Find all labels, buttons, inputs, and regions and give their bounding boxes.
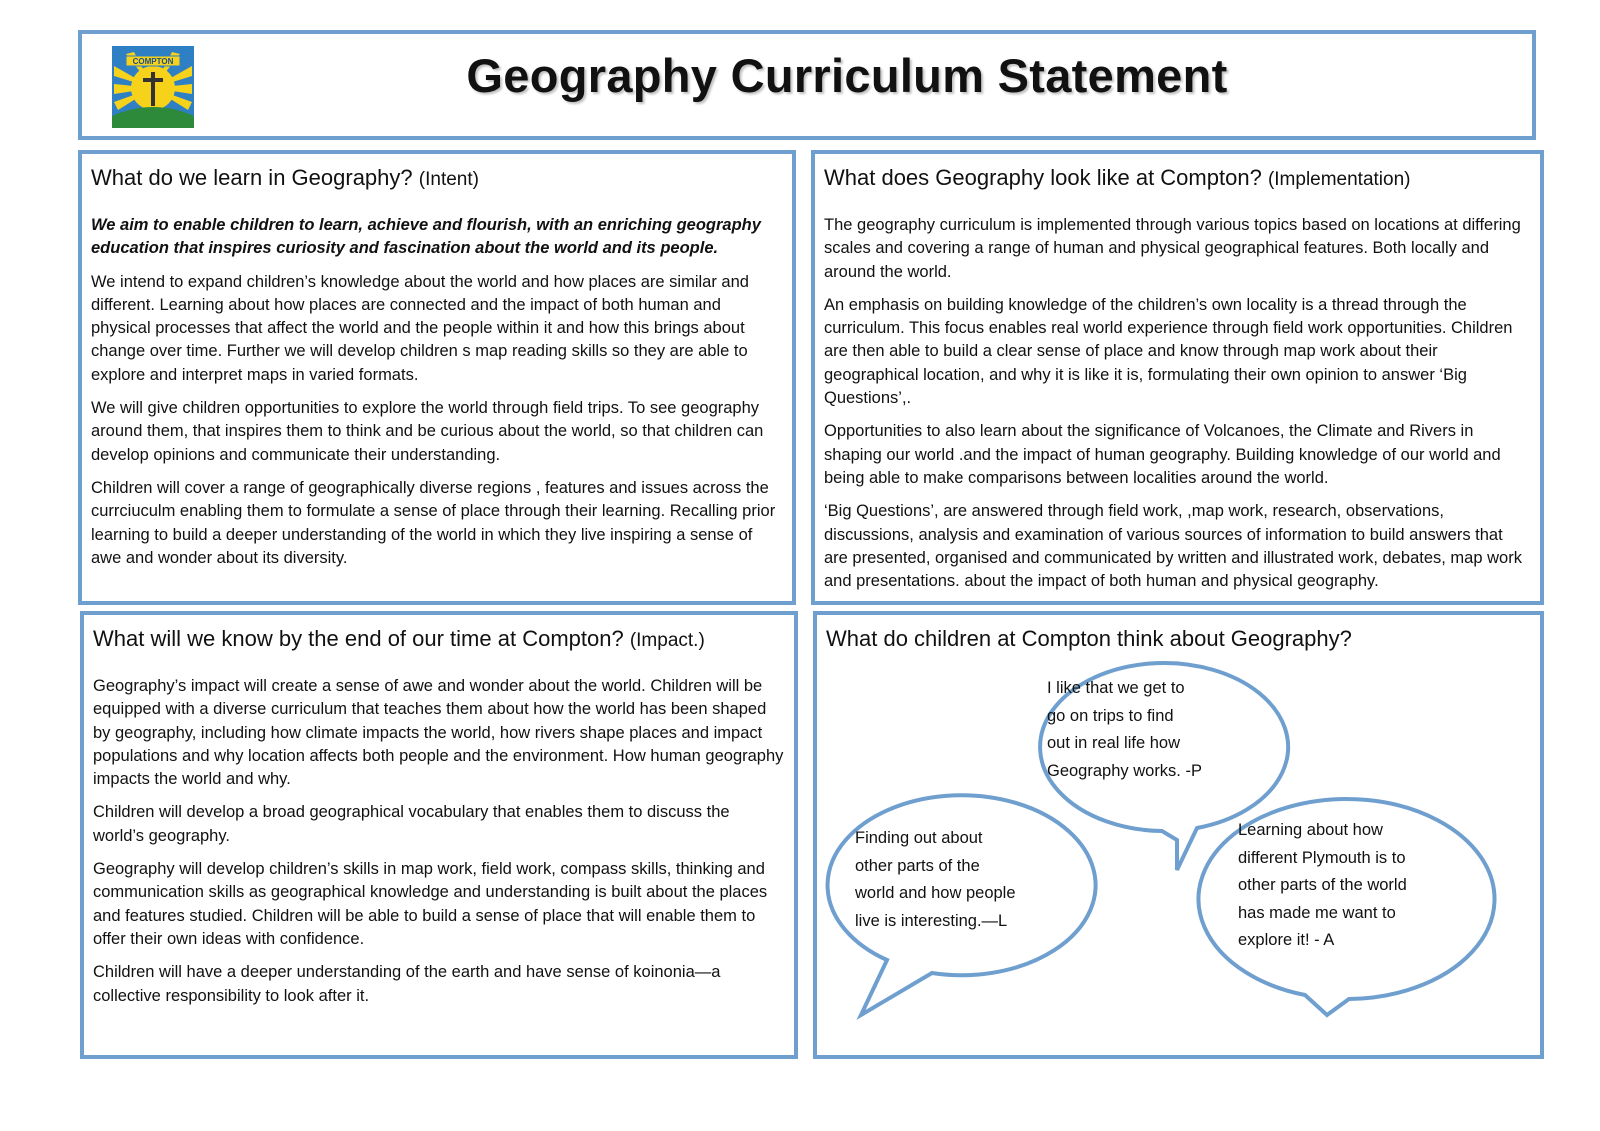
quote-line: different Plymouth is to [1238,848,1406,867]
quote-line: world and how people [855,884,1016,902]
implementation-paragraph: The geography curriculum is implemented through various topics based on locations at differing scales and covering a range of human and physical geographical features. Both locally and around the world. [824,216,1521,281]
impact-heading-text: What will we know by the end of our time at Compton? [93,626,624,651]
implementation-heading-text: What does Geography look like at Compton? [824,165,1262,190]
quote-line: I like that we get to [1047,679,1185,697]
impact-paragraph: Geography will develop children’s skills in map work, field work, compass skills, thinking and communication skills as geographical knowledge and understanding is built about the places and features studied. Children will be able to build a sense of place that will enable them to offer their own ideas with confidence. [93,860,768,948]
intent-paragraph: We intend to expand children’s knowledge about the world and how places are similar and different. Learning about how places are connected and the impact of both human and physical processes that affect the world and the people within it and how this brings about change over time. Further we will develop children s map reading skills so they are able to explore and interpret maps in varied formats. [91,272,749,384]
quote-line: live is interesting.—L [855,911,1008,930]
impact-panel [80,611,798,1059]
impact-heading-sub: (Impact.) [629,630,705,651]
implementation-panel [811,150,1544,605]
quote-line: explore it! - A [1238,931,1335,949]
quote-line: Finding out about [855,829,983,847]
intent-heading-sub: (Intent) [418,169,479,190]
impact-paragraph: Children will have a deeper understanding of the earth and have sense of koinonia—a collective responsibility to look after it. [93,963,721,1005]
quote-line: other parts of the world [1238,876,1407,894]
svg-text:COMPTON: COMPTON [132,57,174,66]
quote-line: other parts of the [855,856,980,875]
quote-line: Learning about how [1238,821,1383,839]
implementation-heading-sub: (Implementation) [1267,169,1411,190]
intent-lead: We aim to enable children to learn, achieve and flourish, with an enriching geography education that inspires curiosity and fascination about the world and its people. [91,216,761,258]
quote-p [1047,675,1202,785]
implementation-paragraph: ‘Big Questions’, are answered through field work, ,map work, research, observations, discussions, analysis and examination of various sources of information to build answers that are presented, organised and communicated by written and illustrated work, debates, map work and presentations. about the impact of both human and physical geography. [824,502,1522,591]
implementation-heading [824,164,1531,194]
quote-line: go on trips to find [1047,706,1174,725]
quote-l [855,825,1016,935]
voices-heading: What do children at Compton think about Geography? [826,626,1352,651]
impact-heading [93,625,785,655]
impact-paragraph: Geography’s impact will create a sense of awe and wonder about the world. Children will be equipped with a diverse curriculum that teaches them about how the world has been shaped by geography, including how climate impacts the world, how rivers shape places and impact populations and why location affects both people and the environment. How human geography impacts the world and why. [93,677,784,789]
quote-line: out in real life how [1047,734,1180,752]
page-title: Geography Curriculum Statement [466,49,1228,102]
intent-paragraph: We will give children opportunities to explore the world through field trips. To see geography around them, that inspires them to think and be curious about the world, so that children can develop opinions and communicate their understanding. [91,399,764,464]
intent-heading [91,164,783,194]
intent-paragraph: Children will cover a range of geographically diverse regions , features and issues across the currciuculm enabling them to formulate a sense of place through their learning. Recalling prior learning to build a deeper understanding of the world in which they live inspiring a sense of awe and wonder about its diversity. [91,478,776,567]
implementation-paragraph: An emphasis on building knowledge of the children’s own locality is a thread through the curriculum. This focus enables real world experience through field work opportunities. Children are then able to build a clear sense of place and know through map work about their geographical location, and why it is like it is, formulating their own opinion to answer ‘Big Questions’,. [824,295,1513,408]
implementation-paragraph: Opportunities to also learn about the significance of Volcanoes, the Climate and Rivers in shaping our world .and the impact of human geography. Building knowledge of our world and being able to make comparisons between localities around the world. [824,422,1501,487]
impact-paragraph: Children will develop a broad geographical vocabulary that enables them to discuss the world’s geography. [93,803,730,845]
intent-heading-text: What do we learn in Geography? [91,165,413,190]
intent-panel [78,150,796,605]
pupil-voice-panel [813,611,1544,1059]
quote-line: Geography works. -P [1047,761,1202,780]
quote-a [1238,817,1407,955]
quote-line: has made me want to [1238,903,1396,922]
header-banner [78,30,1536,140]
